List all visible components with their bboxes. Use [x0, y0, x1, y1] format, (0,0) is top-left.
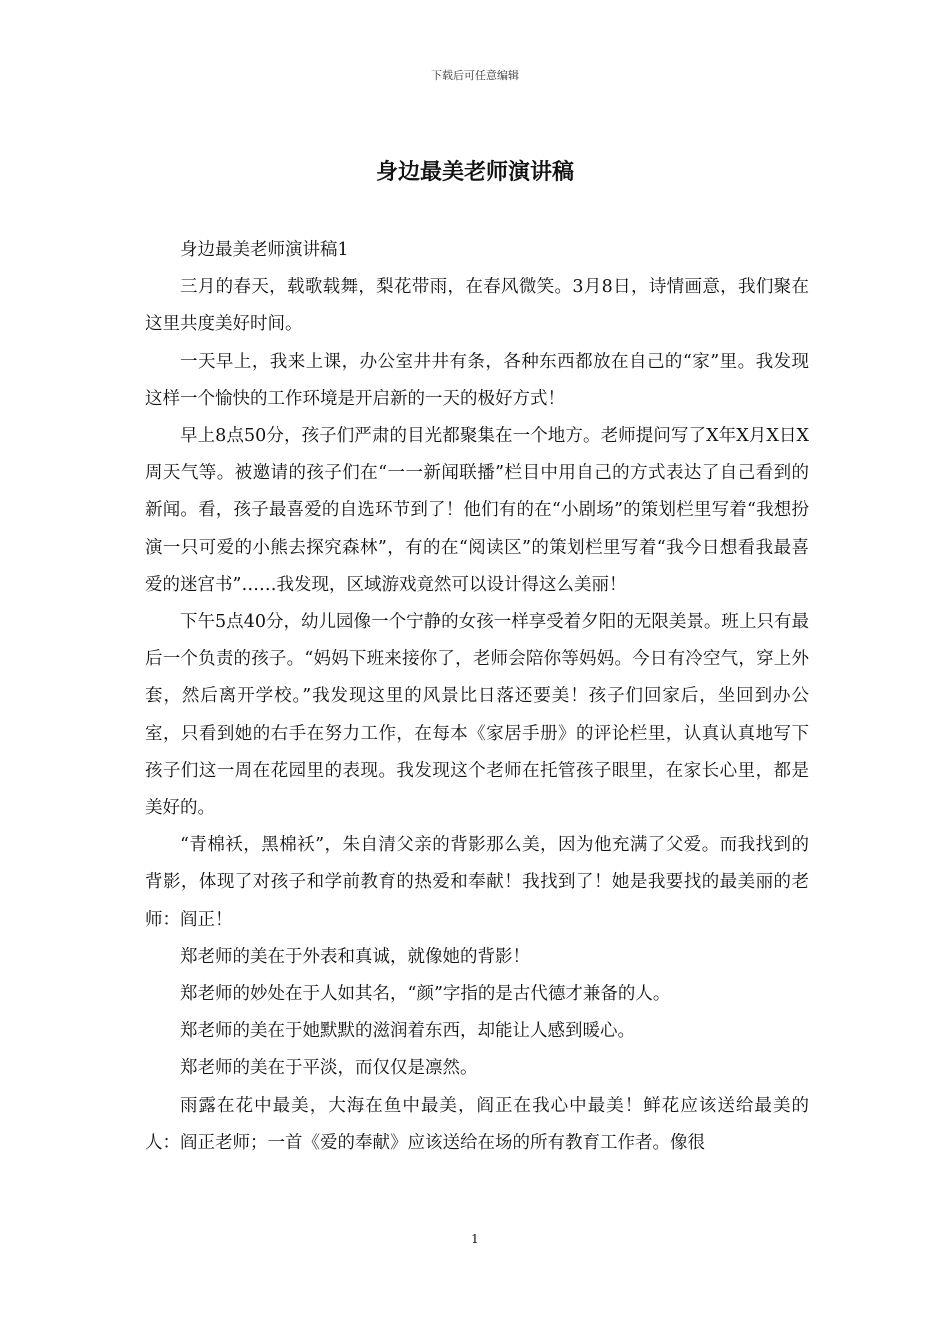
paragraph: “青棉袄，黑棉袄”，朱自清父亲的背影那么美，因为他充满了父爱。而我找到的背影，体现了对孩子和学前教育的热爱和奉献！我找到了！她是我要找的最美丽的老师：阎正！ — [145, 835, 809, 930]
paragraph: 下午5点40分，幼儿园像一个宁静的女孩一样享受着夕阳的无限美景。班上只有最后一个负责的孩子。“妈妈下班来接你了，老师会陪你等妈妈。今日有冷空气，穿上外套，然后离开学校。”我发现这里的风景比日落还要美！孩子们回家后，坐回到办公室，只看到她的右手在努力工作，在每本《家居手册》的评论栏里，认真认真地写下孩子们这一周在花园里的表现。我发现这个老师在托管孩子眼里，在家长心里，都是美好的。 — [145, 612, 809, 819]
paragraph: 郑老师的美在于她默默的滋润着东西，却能让人感到暖心。 — [180, 1021, 635, 1042]
paragraph: 郑老师的妙处在于人如其名，“颜”字指的是古代德才兼备的人。 — [180, 984, 671, 1005]
paragraph: 雨露在花中最美，大海在鱼中最美，阎正在我心中最美！鲜花应该送给最美的人：阎正老师；一首《爱的奉献》应该送给在场的所有教育工作者。像很 — [145, 1095, 809, 1153]
document-body — [145, 232, 809, 1162]
paragraph: 一天早上，我来上课，办公室井井有条，各种东西都放在自己的“家”里。我发现这样一个愉快的工作环境是开启新的一天的极好方式！ — [145, 351, 809, 409]
paragraph-subtitle: 身边最美老师演讲稿1 — [180, 240, 349, 260]
paragraph: 郑老师的美在于外表和真诚，就像她的背影！ — [180, 946, 530, 967]
paragraph: 早上8点50分，孩子们严肃的目光都聚集在一个地方。老师提问写了X年X月X日X周天气等。被邀请的孩子们在“一一新闻联播”栏目中用自己的方式表达了自己看到的新闻。看，孩子最喜爱的自选环节到了！他们有的在“小剧场”的策划栏里写着“我想扮演一只可爱的小熊去探究森林”，有的在“阅读区”的策划栏里写着“我今日想看我最喜爱的迷宫书”……我发现，区域游戏竟然可以设计得这么美丽！ — [145, 426, 809, 595]
document-title: 身边最美老师演讲稿 — [375, 159, 574, 185]
paragraph: 三月的春天，载歌载舞，梨花带雨，在春风微笑。3月8日，诗情画意，我们聚在这里共度美好时间。 — [145, 277, 809, 335]
page-number: 1 — [471, 1232, 479, 1246]
header-note: 下载后可任意编辑 — [431, 69, 519, 82]
paragraph: 郑老师的美在于平淡，而仅仅是凛然。 — [180, 1058, 478, 1079]
